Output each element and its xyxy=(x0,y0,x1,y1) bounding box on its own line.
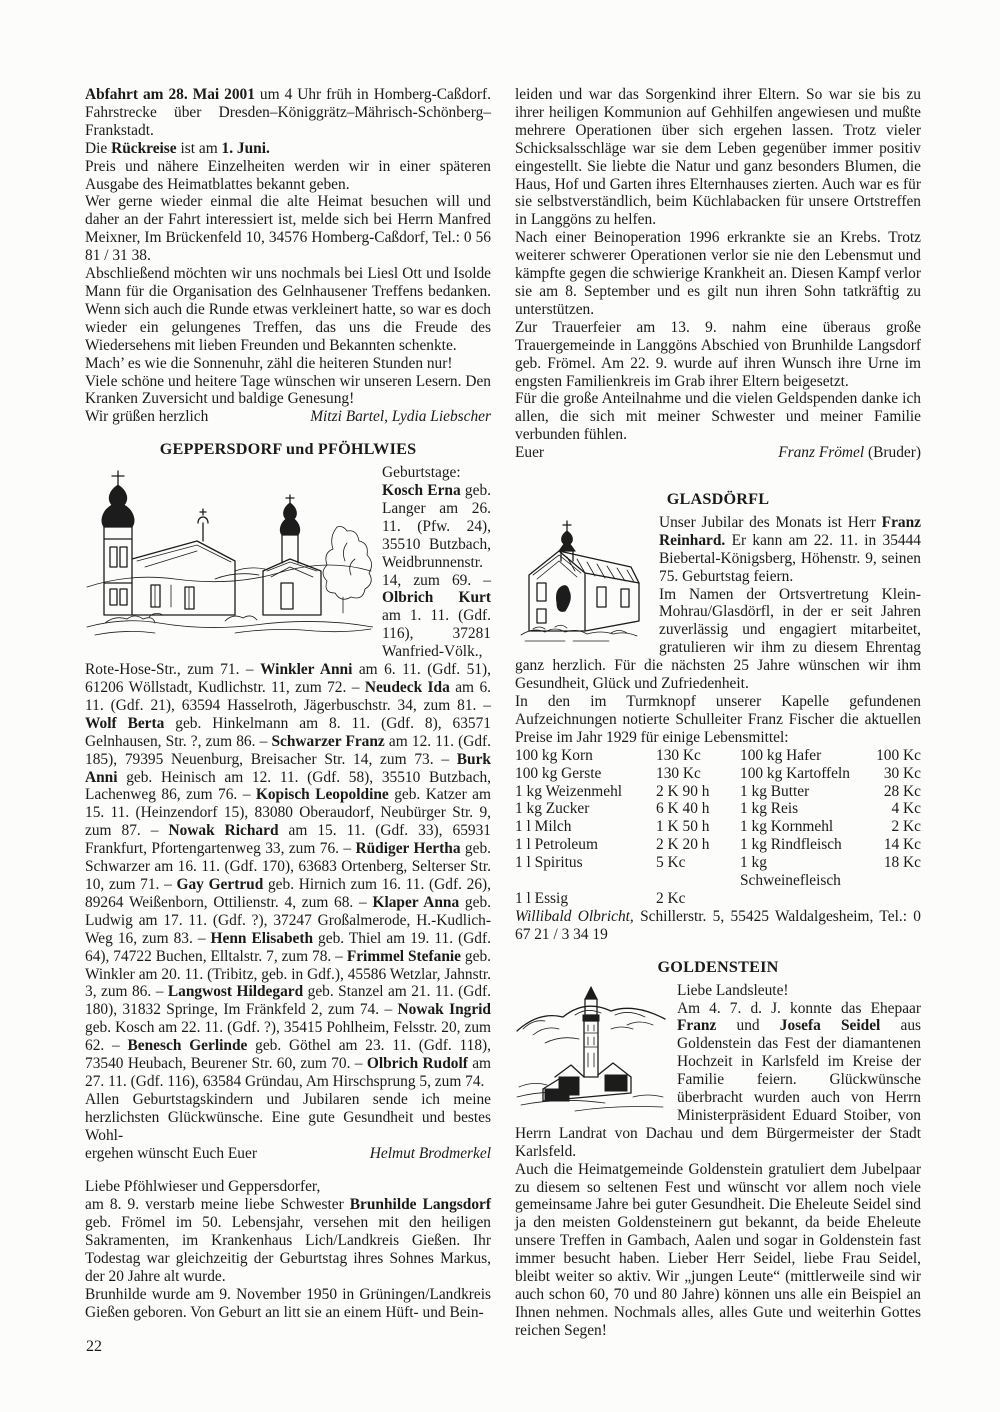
right-column xyxy=(515,86,921,1340)
table-row xyxy=(515,818,921,836)
table-row xyxy=(515,800,921,818)
price-cell: 2 Kc xyxy=(656,889,686,907)
price-cell: 5 Kc xyxy=(656,854,686,872)
goldenstein-church-illustration xyxy=(515,985,667,1115)
table-row xyxy=(515,890,921,908)
paragraph: am 8. 9. verstarb meine liebe Schwester Brunhilde Langsdorf geb. Frömel im 50. Lebensjahr, versehen mit den heiligen Sakramenten, im Krankenhaus Lich/Landkreis Gießen. Ihr Todestag war gleichzeitig der Geburtstag ihres Sohnes Markus, der 20 Jahre alt wurde. xyxy=(85,1196,491,1285)
birthdays-label: Geburtstage: xyxy=(382,464,461,482)
price-cell: 2 K 20 h xyxy=(656,836,710,854)
price-cell: 6 K 40 h xyxy=(656,800,710,818)
paragraph: Nach einer Beinoperation 1996 erkrankte sie an Krebs. Trotz weiterer schwerer Operationen verlor sie nie den Lebensmut und kämpfte gegen die schwierige Krankheit an. Diesen Kampf verlor sie am 8. September und es gilt nun ihren Sohn tatkräftig zu unterstützen. xyxy=(515,229,921,318)
price-cell: 1 K 50 h xyxy=(656,818,710,836)
paragraph: In den im Turmknopf unserer Kapelle gefundenen Aufzeichnungen notierte Schulleiter Franz Fischer die aktuellen Preise im Jahr 1929 für einige Lebensmittel: xyxy=(515,693,921,746)
item-cell: 100 kg Hafer xyxy=(740,746,822,764)
item-cell: 1 l Petroleum xyxy=(515,836,598,854)
item-cell: 1 l Milch xyxy=(515,818,572,836)
signature-lead: Wir grüßen herzlich xyxy=(85,408,209,426)
item-cell: 1 kg Schweinefleisch xyxy=(740,854,841,890)
glasdoerfl-chapel-illustration xyxy=(515,517,649,645)
goldenstein-salutation: Liebe Landsleute! xyxy=(677,981,789,999)
paragraph: Viele schöne und heitere Tage wünschen wir unseren Lesern. Den Kranken Zuversicht und baldige Genesung! xyxy=(85,372,491,408)
item-cell: 1 l Spiritus xyxy=(515,854,583,872)
paragraph: Unser Jubilar des Monats ist Herr Franz Reinhard. Er kann am 22. 11. in 35444 Biebertal-Königsberg, Höhenstr. 9, seinen 75. Geburtstag feiern. xyxy=(659,513,921,585)
paragraph: Im Namen der Ortsvertretung Klein-Mohrau/Glasdörfl, in der er seit Jahren zuverlässig und engagiert mitarbeitet, gratulieren wir ihm zu diesem Ehrentag ganz herzlich. Für die nächsten 25 Jahre wünschen wir ihm Gesundheit, Glück und Zufriedenheit. xyxy=(515,585,921,693)
trip-notice-section xyxy=(85,86,491,426)
paragraph: Mach’ es wie die Sonnenuhr, zähl die heiteren Stunden nur! xyxy=(85,354,453,372)
section-heading-glasdoerfl: GLASDÖRFL xyxy=(666,490,770,509)
contact-line: Willibald Olbricht, Schillerstr. 5, 55425 Waldalgesheim, Tel.: 0 67 21 / 3 34 19 xyxy=(515,907,921,943)
signature-row xyxy=(85,1145,491,1163)
table-row xyxy=(515,783,921,801)
mountain-church-drawing xyxy=(515,985,667,1115)
paragraph: Preis und nähere Einzelheiten werden wir in einer späteren Ausgabe des Heimatblattes bekannt geben. xyxy=(85,157,491,193)
goldenstein-section xyxy=(515,959,921,1340)
price-cell: 130 Kc xyxy=(656,764,701,782)
paragraph: leiden und war das Sorgenkind ihrer Eltern. So war sie bis zu ihrer heiligen Kommunion auf Gehhilfen angewiesen und mußte mehrere Operationen über sich ergehen lassen. Trotz vieler Schicksalsschläge war sie dem Leben gegenüber immer positiv eingestellt. Sie liebte die Natur und ganz besonders Blumen, die Haus, Hof und Garten ihres Elternhauses zierten. Auch war es für sie selbstverständlich, beim Küchlabacken für unsere Ortstreffen in Langgöns zu helfen. xyxy=(515,86,921,229)
paragraph: Auch die Heimatgemeinde Goldenstein gratuliert dem Jubelpaar zu diesem so seltenen Fest und wünscht vor allem noch viele gemeinsame Jahre bei guter Gesundheit. Die Eheleute Seidel sind ja den meisten Goldensteinern gut bekannt, da beide Eheleute unsere Treffen in Gambach, Aalen und sogar in Goldenstein fast immer besucht haben. Lieber Herr Seidel, liebe Frau Seidel, bleibt weiter so aktiv. Wir „jungen Leute“ (mittlerweile sind wir auch schon 60, 70 und 80 Jahre) können uns alle ein Beispiel an Ihnen nehmen. Nochmals alles, alles Gute und weiterhin Gottes reichen Segen! xyxy=(515,1160,921,1339)
glasdoerfl-section xyxy=(515,491,921,944)
geppersdorf-section xyxy=(85,441,491,1162)
two-column-layout xyxy=(85,86,921,1340)
closing-text: Allen Geburtstagskindern und Jubilaren sende ich meine herzlichsten Glückwünsche. Eine gute Gesundheit und bestes Wohl- xyxy=(85,1090,491,1144)
paragraph: Die Rückreise ist am 1. Juni. xyxy=(85,139,270,157)
paragraph: Abfahrt am 28. Mai 2001 um 4 Uhr früh in Homberg-Caßdorf. Fahrstrecke über Dresden–Königgrätz–Mährisch-Schönberg–Frankstadt. xyxy=(85,86,491,139)
price-cell: 2 Kc xyxy=(891,818,921,836)
item-cell xyxy=(740,890,869,908)
price-cell: 100 Kc xyxy=(876,746,921,764)
paragraph: Für die große Anteilnahme und die vielen Geldspenden danke ich allen, die sich mit meiner Schwester und meiner Familie verbunden fühlen. xyxy=(515,390,921,444)
price-cell: 2 K 90 h xyxy=(656,782,710,800)
geppersdorf-village-illustration xyxy=(85,467,373,643)
table-row xyxy=(515,836,921,854)
price-cell: 4 Kc xyxy=(891,800,921,818)
item-cell: 100 kg Korn xyxy=(515,746,593,764)
paragraph: Brunhilde wurde am 9. November 1950 in Grüningen/Landkreis Gießen geboren. Von Geburt an litt sie an einem Hüft- und Bein- xyxy=(85,1285,491,1321)
table-row xyxy=(515,765,921,783)
signature-row xyxy=(85,408,491,426)
paragraph: Am 4. 7. d. J. konnte das Ehepaar Franz und Josefa Seidel aus Goldenstein das Fest der diamantenen Hochzeit in Karlsfeld im Kreise der Familie feiern. Glückwünsche überbracht wurden auch von Herrn Ministerpräsident Eduard Stoiber, von Herrn Landrat von Dachau und dem Bürgermeister der Stadt Karlsfeld. xyxy=(515,999,922,1160)
paragraph: Zur Trauerfeier am 13. 9. nahm eine überaus große Trauergemeinde in Langgöns Abschied von Brunhilde Langsdorf geb. Frömel. Am 22. 9. wurde auf ihren Wunsch ihre Urne im engsten Familienkreis im Grab ihrer Eltern beigesetzt. xyxy=(515,318,921,390)
price-cell: 18 Kc xyxy=(883,854,921,872)
signature-row xyxy=(515,444,921,462)
section-heading-goldenstein: GOLDENSTEIN xyxy=(657,957,779,976)
item-cell: 1 l Essig xyxy=(515,889,569,907)
item-cell: 1 kg Reis xyxy=(740,800,799,818)
item-cell: 1 kg Kornmehl xyxy=(740,818,834,836)
signature-lead: ergehen wünscht Euch Euer xyxy=(85,1144,257,1162)
village-churches-drawing xyxy=(85,467,373,643)
paragraph: Abschließend möchten wir uns nochmals bei Liesl Ott und Isolde Mann für die Organisation des Gelnhausener Treffens bedanken. Wenn sich auch die Runde etwas verkleinert hatte, so war es doch wieder ein gelungenes Treffen, das uns die Freude des Wiedersehens mit lieben Freunden und Bekannten schenkte. xyxy=(85,265,491,354)
table-row xyxy=(515,854,921,890)
page-number: 22 xyxy=(86,1338,102,1355)
obituary-salutation: Liebe Pföhlwieser und Geppersdorfer, xyxy=(85,1178,321,1196)
signature-names: Mitzi Bartel, Lydia Liebscher xyxy=(310,408,491,426)
left-column xyxy=(85,86,491,1340)
obituary-continued-section xyxy=(515,86,921,462)
signature-lead: Euer xyxy=(515,444,545,462)
chapel-drawing xyxy=(515,517,649,645)
item-cell: 1 kg Butter xyxy=(740,782,810,800)
paragraph: Wer gerne wieder einmal die alte Heimat besuchen will und daher an der Fahrt interessiert ist, melde sich bei Herrn Manfred Meixner, Im Brückenfeld 10, 34576 Homberg-Caßdorf, Tel.: 0 56 81 / 31 38. xyxy=(85,193,491,265)
section-heading-geppersdorf: GEPPERSDORF und PFÖHLWIES xyxy=(159,440,417,459)
birthday-list: Kosch Erna geb. Langer am 26. 11. (Pfw. 24), 35510 Butzbach, Weidbrunnenstr. 14, zum 69. – Olbrich Kurt am 1. 11. (Gdf. 116), 37281 Wanfried-Völk., Rote-Hose-Str., zum 71. – Winkler Anni am 6. 11. (Gdf. 51), 61206 Wöllstadt, Kudlichstr. 11, zum 72. – Neudeck Ida am 6. 11. (Gdf. 21), 63594 Hasselroth, Jägerbuschstr. 34, zum 81. – Wolf Berta geb. Hinkelmann am 8. 11. (Gdf. 8), 63571 Gelnhausen, Str. ?, zum 86. – Schwarzer Franz am 12. 11. (Gdf. 185), 79395 Neuenburg, Breisacher Str. 14, zum 73. – Burk Anni geb. Heinisch am 12. 11. (Gdf. 58), 35510 Butzbach, Lachenweg 86, zum 76. – Kopisch Leopoldine geb. Katzer am 15. 11. (Heinzendorf 15), 83080 Oberaudorf, Neubürger Str. 9, zum 87. – Nowak Richard am 15. 11. (Gdf. 33), 65931 Frankfurt, Pfortengartenweg 33, zum 76. – Rüdiger Hertha geb. Schwarzer am 16. 11. (Gdf. 170), 63683 Ortenberg, Selterser Str. 10, zum 71. – Gay Gertrud geb. Hirnich zum 16. 11. (Gdf. 26), 89264 Weißenborn, Ottilienstr. 4, zum 68. – Klaper Anna geb. Ludwig am 17. 11. (Gdf. ?), 37247 Großalmerode, H.-Kudlich-Weg 16, zum 83. – Henn Elisabeth geb. Thiel am 19. 11. (Gdf. 64), 74722 Buchen, Elltalstr. 7, zum 78. – Frimmel Stefanie geb. Winkler am 20. 11. (Tribitz, geb. in Gdf.), 45586 Wetzlar, Jahnstr. 3, zum 86. – Langwost Hildegard geb. Stanzel am 21. 11. (Gdf. 180), 31832 Springe, Im Fränkfeld 2, zum 74. – Nowak Ingrid geb. Kosch am 22. 11. (Gdf. ?), 35415 Pohlheim, Felsstr. 20, zum 62. – Benesch Gerlinde geb. Göthel am 23. 11. (Gdf. 118), 73540 Heubach, Beurener Str. 60, zum 70. – Olbrich Rudolf am 27. 11. (Gdf. 116), 63584 Gründau, Am Hirschsprung 5, zum 74. xyxy=(85,482,492,1090)
signature-name: Helmut Brodmerkel xyxy=(369,1144,491,1162)
item-cell: 1 kg Rindfleisch xyxy=(740,836,842,854)
obituary-section xyxy=(85,1178,491,1321)
price-cell: 28 Kc xyxy=(883,782,921,800)
geppersdorf-body xyxy=(85,464,491,1162)
glasdoerfl-body xyxy=(515,514,921,747)
price-cell: 30 Kc xyxy=(883,764,921,782)
price-cell: 14 Kc xyxy=(883,836,921,854)
item-cell: 1 kg Zucker xyxy=(515,800,590,818)
goldenstein-body xyxy=(515,982,921,1340)
price-table xyxy=(515,747,921,908)
price-cell xyxy=(869,890,921,908)
table-row xyxy=(515,747,921,765)
price-cell: 130 Kc xyxy=(656,746,701,764)
item-cell: 1 kg Weizenmehl xyxy=(515,782,623,800)
item-cell: 100 kg Gerste xyxy=(515,764,602,782)
item-cell: 100 kg Kartoffeln xyxy=(740,764,850,782)
signature-name: Franz Frömel (Bruder) xyxy=(778,444,921,462)
